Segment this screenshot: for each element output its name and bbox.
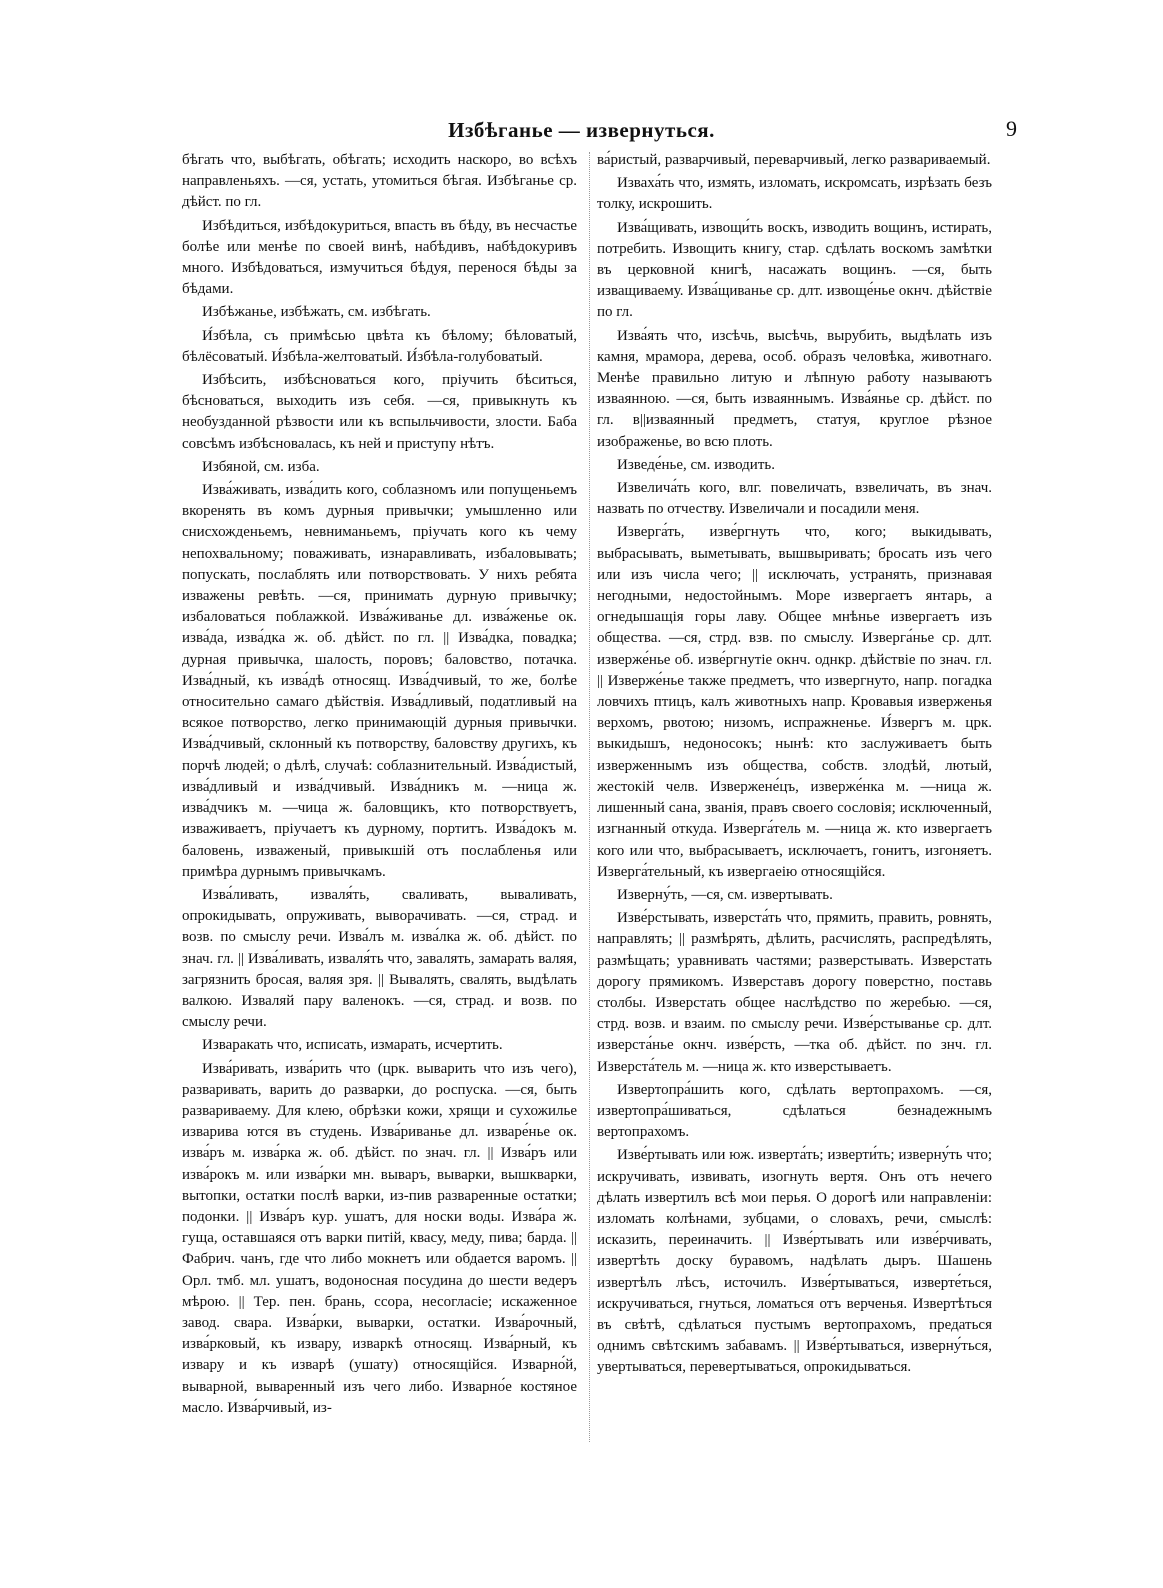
entry-paragraph: Изверну́ть, —ся, см. извертывать.: [617, 886, 833, 903]
entry-paragraph: Избѣдиться, избѣдокуриться, впасть въ бѣду, въ несчастье болѣе или менѣе по своей винѣ, набѣдивъ, набѣдокуривъ много. Избѣдоваться, измучиться бѣдуя, перенося бѣды за бѣдами.: [182, 217, 577, 298]
running-title: Избѣганье — извернуться.: [448, 118, 715, 142]
entry-paragraph: Изверга́ть, изве́ргнуть что, кого; выкидывать, выбрасывать, выметывать, вышвыривать; бросать изъ чего или изъ числа чего; || исключать, устранять, признавая негодными, недостойнымъ. Море извергаетъ янтарь, а огнедышащія горы лаву. Общее мнѣнье извергаетъ изъ общества. —ся, стрд. взв. по смыслу. Изверга́нье ср. длт. изверже́нье об. изве́ргнутіе окнч. однкр. дѣйствіе по знач. гл. || Изверже́нье также предметъ, что извергнуто, напр. погадка ловчихъ птицъ, калъ животныхъ напр. Кровавыя изверженья верхомъ, рвотою; низомъ, испражненье. И́звергъ м. црк. выкидышъ, недоносокъ; нынѣ: кто заслуживаетъ быть изверженнымъ изъ общества, собств. злодѣй, лютый, жестокій челв. Извержене́цъ, изверже́нка м. —ница ж. лишенный сана, званія, правъ своего сословія; исключенный, изгнанный откуда. Изверга́тель м. —ница ж. кто извергаетъ кого или что, выбрасываетъ, исключаетъ, гонитъ, изгоняетъ. Изверга́тельный, къ извергаеію относящійся.: [597, 524, 992, 880]
entry-paragraph: Извелича́ть кого, влг. повеличать, взвеличать, въ знач. назвать по отчеству. Извеличали и посадили меня.: [597, 480, 992, 518]
column-divider: [589, 152, 591, 1442]
left-column: [182, 150, 577, 1450]
entry-paragraph: Изведе́нье, см. изводить.: [617, 456, 775, 473]
entry-paragraph: Избѣжанье, избѣжать, см. избѣгать.: [202, 304, 431, 321]
entry-paragraph: Изва́ять что, изсѣчь, высѣчь, вырубить, выдѣлать изъ камня, мрамора, дерева, особ. образъ человѣка, животнаго. Менѣе правильно литую и лѣпную работу называютъ изваянною. —ся, быть изваяннымъ. Изва́янье ср. дѣйст. по гл. в||изваянный предметъ, статуя, круглое рѣзное изображенье, во всю плоть.: [597, 327, 992, 450]
entry-paragraph: Изве́рстывать, изверста́ть что, прямить, править, ровнять, направлять; || размѣрять, дѣлить, расчислять, распредѣлять, размѣщать; уравнивать частями; разверстывать. Изверстать дорогу прямикомъ. Изверставъ дорогу поверстно, поставь столбы. Изверстать общее наслѣдство по жеребью. —ся, стрд. возв. и взаим. по смыслу речи. Изве́рстыванье ср. длт. изверста́нье окнч. изве́рсть, —тка об. дѣйст. по знч. гл. Изверста́тель м. —ница ж. кто изверстываетъ.: [597, 910, 992, 1075]
entry-paragraph: Избѣсить, избѣсноваться кого, пріучить бѣситься, бѣсноваться, выходить изъ себя. —ся, привыкнуть къ необузданной рѣзвости или къ вспыльчивости, злости. Баба совсѣмъ избѣсновалась, къ ней и приступу нѣтъ.: [182, 372, 577, 452]
entry-paragraph: Изваха́ть что, измять, изломать, искромсать, изрѣзать безъ толку, искрошить.: [597, 175, 992, 213]
entry-paragraph: бѣгать что, выбѣгать, обѣгать; исходить наскоро, во всѣхъ направленьяхъ. —ся, устать, утомиться бѣгая. Избѣганье ср. дѣйст. по гл.: [182, 152, 577, 211]
entry-paragraph: Изва́живать, изва́дить кого, соблазномъ или попущеньемъ вкоренять въ комъ дурныя привычки; умышленно или снисхожденьемъ, невниманьемъ, пріучать кого къ чему непохвальному; поваживать, изнаравливать, избаловывать; попускать, послаблять или потворствовать. У нихъ ребята изважены ревѣть. —ся, принимать дурную привычку; избаловаться поблажкой. Изва́живанье дл. изва́женье ок. изва́да, изва́дка ж. об. дѣйст. по гл. || Изва́дка, повадка; дурная привычка, шалость, поровъ; баловство, потачка. Изва́дный, къ изва́дѣ относящ. Изва́дчивый, то же, болѣе относительно самаго дѣйствія. Изва́дливый, податливый на всякое потворство, легко принимающій дурныя привычки. Изва́дчивый, склонный къ потворству, баловству другихъ, къ порчѣ людей; о дѣлѣ, случаѣ: соблазнительный. Изва́дистый, изва́дливый и изва́дчивый. Изва́дникъ м. —ница ж. изва́дчикъ м. —чица ж. баловщикъ, кто потворствуетъ, изваживаетъ, пріучаетъ къ дурному, портитъ. Изва́докъ м. баловень, изваженый, привыкшій отъ послабленья или примѣра дурнымъ привычкамъ.: [182, 482, 577, 880]
entry-paragraph: Изва́ливать, изваля́ть, сваливать, вываливать, опрокидывать, опруживать, выворачивать. —ся, страд. и возв. по смыслу речи. Изва́лъ м. изва́лка ж. об. дѣйст. по знач. гл. || Изва́ливать, изваля́ть что, завалять, замарать валяя, загрязнить бросая, валяя зря. || Вывалять, свалять, выдѣлать валкою. Изваляй пару валенокъ. —ся, страд. и возв. по смыслу речи.: [182, 886, 577, 1031]
entry-paragraph: И́збѣла, съ примѣсью цвѣта къ бѣлому; бѣловатый, бѣлёсоватый. И́збѣла-желтоватый. И́збѣла-голубоватый.: [182, 327, 577, 365]
entry-paragraph: Изва́ривать, изва́рить что (црк. выварить что изъ чего), разваривать, варить до разварки, до роспуска. —ся, быть развариваему. Для клею, обрѣзки кожи, хрящи и сухожилье изварива ются въ студень. Изва́риванье дл. изваре́нье ок. изва́ръ м. изва́рка ж. об. дѣйст. по знач. гл. || Изва́ръ или изва́рокъ м. или изва́рки мн. вываръ, выварки, вышкварки, вытопки, остатки послѣ варки, из-пив разваренные остатки; подонки. || Изва́ръ кур. ушатъ, для носки воды. Изва́ра ж. гуща, оставшаяся отъ варки питій, квасу, меду, пива; барда. || Фабрич. чанъ, где что либо мокнетъ или обдается варомъ. || Орл. тмб. мл. ушатъ, водоносная посудина до шести ведеръ мѣрою. || Тер. пен. брань, ссора, несогласіе; искаженное завод. свара. Изва́рки, выварки, остатки. Изва́рочный, изва́рковый, къ извару, изваркѣ относящ. Изва́рный, къ извару и къ изварѣ (ушату) относящійся. Изварно́й, выварной, вываренный изъ чего либо. Изварно́е костяное масло. Изва́рчивый, из-: [182, 1060, 577, 1416]
right-column: [597, 150, 992, 1450]
entry-paragraph: Изве́ртывать или юж. изверта́ть; изверти́ть; изверну́ть что; искручивать, извивать, изогнуть вертя. Онъ отъ нечего дѣлать извертилъ всѣ мои перья. О дорогѣ или направленіи: изломать колѣнами, зубцами, о словахъ, речи, смыслѣ: исказить, переиначить. || Изве́ртывать или изве́рчивать, извертѣть доску буравомъ, надѣлать дыръ. Шашень извертѣлъ лѣсъ, источилъ. Изве́ртываться, изверте́ться, искручиваться, гнуться, ломаться отъ верченья. Извертѣться въ свѣтѣ, сдѣлаться пустымъ вертопрахомъ, предаться однимъ свѣтскимъ забавамъ. || Изве́ртываться, изверну́ться, увертываться, перевертываться, опрокидываться.: [597, 1147, 992, 1376]
entry-paragraph: Избяной, см. изба.: [202, 458, 320, 475]
entry-paragraph: Изва́щивать, извощи́ть воскъ, изводить вощинъ, истирать, потребить. Извощить книгу, стар. сдѣлать воскомъ замѣтки въ церковной книгѣ, насажать вощинъ. —ся, быть изващиваему. Изва́щиванье ср. длт. извоще́нье окнч. дѣйствіе по гл.: [597, 219, 992, 321]
page-number: 9: [1006, 116, 1017, 141]
entry-paragraph: ва́ристый, разварчивый, переварчивый, легко развариваемый.: [597, 152, 991, 168]
entry-paragraph: Извертопра́шить кого, сдѣлать вертопрахомъ. —ся, извертопра́шиваться, сдѣлаться безнадежнымъ вертопрахомъ.: [597, 1081, 992, 1141]
entry-paragraph: Изваракать что, исписать, измарать, исчертить.: [202, 1037, 503, 1054]
